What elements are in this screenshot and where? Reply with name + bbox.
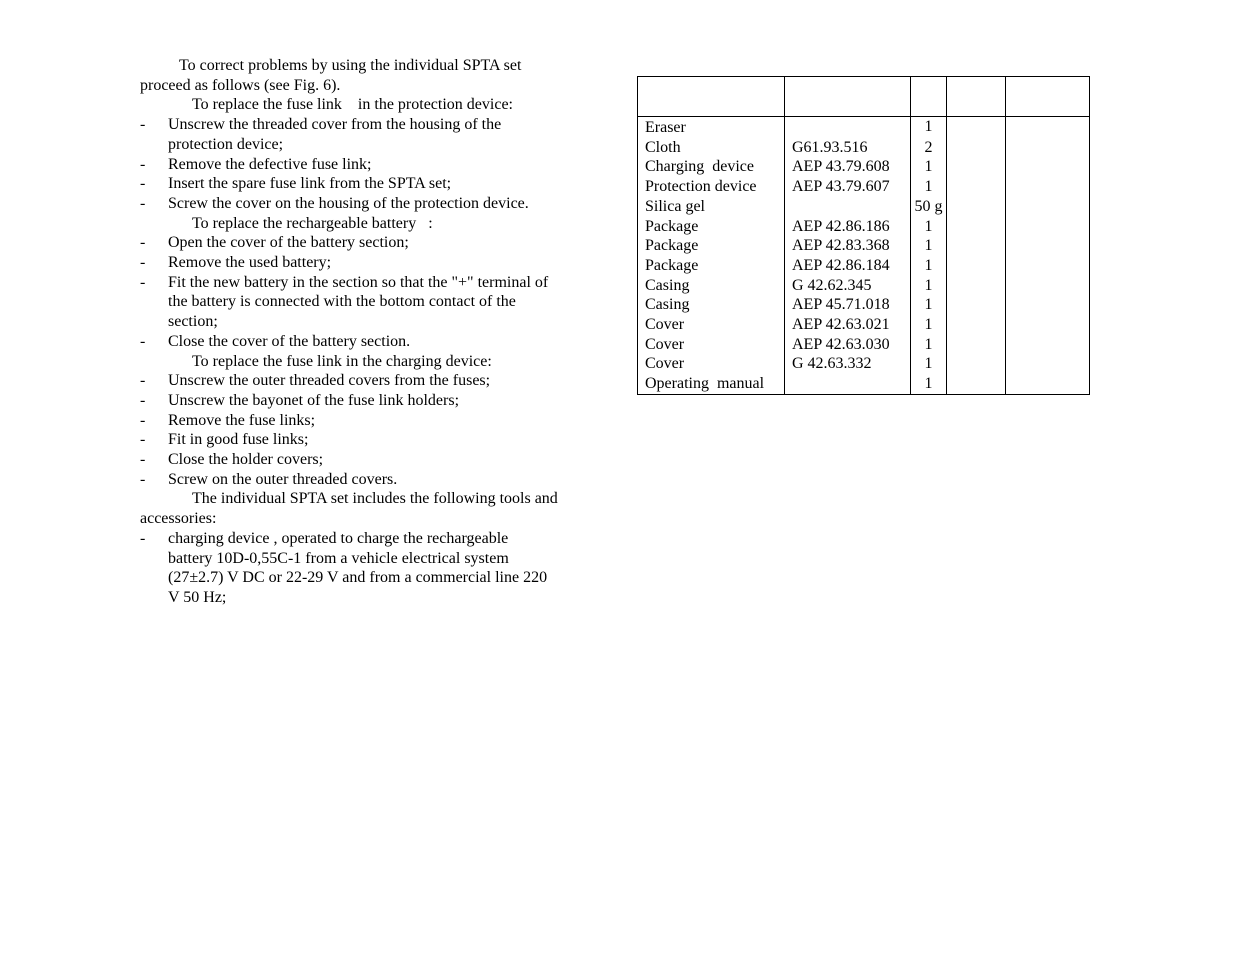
list-item xyxy=(140,273,595,293)
quantity-cell: 1 xyxy=(911,217,947,237)
part-code-cell: AEP 43.79.608 xyxy=(785,157,911,177)
set-items-list xyxy=(140,529,595,608)
quantity-cell: 50 g xyxy=(911,197,947,217)
list-item-text: Close the holder covers; xyxy=(168,451,324,469)
table-row xyxy=(638,335,1090,355)
quantity-cell: 1 xyxy=(911,295,947,315)
quantity-cell: 1 xyxy=(911,354,947,374)
empty-cell xyxy=(1006,117,1090,138)
part-name-cell: Package xyxy=(638,256,785,276)
part-name-cell: Casing xyxy=(638,276,785,296)
table-row xyxy=(638,315,1090,335)
bullet-dash: - xyxy=(140,194,146,212)
empty-cell xyxy=(947,177,1006,197)
bullet-dash: - xyxy=(140,391,146,409)
header-cell xyxy=(785,77,911,117)
list-item xyxy=(140,450,595,470)
part-code-cell: G61.93.516 xyxy=(785,138,911,158)
spta-parts-table xyxy=(637,76,1090,395)
quantity-cell: 1 xyxy=(911,236,947,256)
table-row xyxy=(638,177,1090,197)
list-item xyxy=(140,371,595,391)
list-item xyxy=(140,115,595,135)
part-name-cell: Package xyxy=(638,236,785,256)
list-item-text: Remove the fuse links; xyxy=(168,411,316,429)
empty-cell xyxy=(1006,256,1090,276)
empty-cell xyxy=(1006,315,1090,335)
empty-cell xyxy=(947,157,1006,177)
header-cell xyxy=(911,77,947,117)
list-item-continuation xyxy=(140,135,595,155)
part-code-cell xyxy=(785,117,911,138)
table-header-row xyxy=(638,77,1090,117)
empty-cell xyxy=(947,217,1006,237)
list-item-continuation xyxy=(140,549,595,569)
list-item xyxy=(140,430,595,450)
part-name-cell: Package xyxy=(638,217,785,237)
part-name-cell: Charging device xyxy=(638,157,785,177)
list-item xyxy=(140,155,595,175)
list-item-text: V 50 Hz; xyxy=(168,588,227,606)
empty-cell xyxy=(947,374,1006,394)
empty-cell xyxy=(1006,236,1090,256)
empty-cell xyxy=(947,295,1006,315)
part-code-cell: G 42.62.345 xyxy=(785,276,911,296)
empty-cell xyxy=(947,138,1006,158)
part-code-cell: AEP 45.71.018 xyxy=(785,295,911,315)
part-name-cell: Silica gel xyxy=(638,197,785,217)
table-row xyxy=(638,217,1090,237)
empty-cell xyxy=(1006,276,1090,296)
list-item-text: charging device , operated to charge the rechargeable xyxy=(168,529,509,547)
list-item-text: Open the cover of the battery section; xyxy=(168,234,409,252)
fuse-protection-list xyxy=(140,115,595,214)
list-item xyxy=(140,391,595,411)
empty-cell xyxy=(947,117,1006,138)
bullet-dash: - xyxy=(140,273,146,291)
quantity-cell: 1 xyxy=(911,157,947,177)
part-name-cell: Cover xyxy=(638,354,785,374)
empty-cell xyxy=(947,335,1006,355)
part-code-cell: AEP 42.83.368 xyxy=(785,236,911,256)
part-name-cell: Protection device xyxy=(638,177,785,197)
battery-heading: To replace the rechargeable battery : xyxy=(192,214,433,232)
list-item-text: Screw the cover on the housing of the protection device. xyxy=(168,194,529,212)
bullet-dash: - xyxy=(140,254,146,272)
part-name-cell: Cloth xyxy=(638,138,785,158)
quantity-cell: 1 xyxy=(911,315,947,335)
list-item-text: battery 10D-0,55C-1 from a vehicle electrical system xyxy=(168,549,509,567)
list-item-text: section; xyxy=(168,313,218,331)
empty-cell xyxy=(1006,197,1090,217)
list-item-text: Fit the new battery in the section so that the "+" terminal of xyxy=(168,273,549,291)
bullet-dash: - xyxy=(140,451,146,469)
table-row xyxy=(638,374,1090,394)
bullet-dash: - xyxy=(140,431,146,449)
list-item-continuation xyxy=(140,588,595,608)
bullet-dash: - xyxy=(140,234,146,252)
bullet-dash: - xyxy=(140,175,146,193)
part-code-cell: AEP 43.79.607 xyxy=(785,177,911,197)
part-code-cell: G 42.63.332 xyxy=(785,354,911,374)
empty-cell xyxy=(1006,138,1090,158)
fuse-charging-heading: To replace the fuse link in the charging device: xyxy=(192,352,492,370)
battery-list xyxy=(140,233,595,351)
bullet-dash: - xyxy=(140,372,146,390)
part-code-cell xyxy=(785,374,911,394)
empty-cell xyxy=(1006,217,1090,237)
empty-cell xyxy=(947,315,1006,335)
list-item xyxy=(140,332,595,352)
list-item-text: Fit in good fuse links; xyxy=(168,431,309,449)
table-row xyxy=(638,138,1090,158)
list-item xyxy=(140,194,595,214)
empty-cell xyxy=(1006,177,1090,197)
table-row xyxy=(638,276,1090,296)
bullet-dash: - xyxy=(140,155,146,173)
list-item-text: Screw on the outer threaded covers. xyxy=(168,470,398,488)
fuse-protection-heading: To replace the fuse link in the protection device: xyxy=(192,96,513,114)
list-item-text: the battery is connected with the bottom contact of the xyxy=(168,293,516,311)
part-code-cell xyxy=(785,197,911,217)
empty-cell xyxy=(1006,157,1090,177)
bullet-dash: - xyxy=(140,470,146,488)
intro-line-2: proceed as follows (see Fig. 6). xyxy=(140,76,341,94)
quantity-cell: 2 xyxy=(911,138,947,158)
header-cell xyxy=(638,77,785,117)
list-item-text: Unscrew the outer threaded covers from the fuses; xyxy=(168,372,491,390)
table-row xyxy=(638,295,1090,315)
part-name-cell: Operating manual xyxy=(638,374,785,394)
empty-cell xyxy=(947,276,1006,296)
bullet-dash: - xyxy=(140,116,146,134)
part-name-cell: Cover xyxy=(638,315,785,335)
quantity-cell: 1 xyxy=(911,117,947,138)
set-intro-line-2: accessories: xyxy=(140,510,217,528)
empty-cell xyxy=(1006,354,1090,374)
table-row xyxy=(638,354,1090,374)
empty-cell xyxy=(1006,335,1090,355)
list-item-text: Remove the used battery; xyxy=(168,254,332,272)
part-code-cell: AEP 42.63.030 xyxy=(785,335,911,355)
header-cell xyxy=(947,77,1006,117)
part-name-cell: Eraser xyxy=(638,117,785,138)
quantity-cell: 1 xyxy=(911,335,947,355)
list-item-text: (27±2.7) V DC or 22-29 V and from a commercial line 220 xyxy=(168,569,548,587)
set-intro-line-1: The individual SPTA set includes the following tools and xyxy=(192,490,558,508)
list-item xyxy=(140,253,595,273)
list-item xyxy=(140,470,595,490)
empty-cell xyxy=(947,197,1006,217)
bullet-dash: - xyxy=(140,332,146,350)
list-item-continuation xyxy=(140,292,595,312)
table-row xyxy=(638,157,1090,177)
list-item-continuation xyxy=(140,568,595,588)
empty-cell xyxy=(947,256,1006,276)
table-row xyxy=(638,117,1090,138)
list-item-text: Unscrew the bayonet of the fuse link holders; xyxy=(168,391,460,409)
fuse-charging-list xyxy=(140,371,595,489)
quantity-cell: 1 xyxy=(911,256,947,276)
part-name-cell: Cover xyxy=(638,335,785,355)
list-item xyxy=(140,411,595,431)
empty-cell xyxy=(947,354,1006,374)
list-item xyxy=(140,233,595,253)
list-item-text: Remove the defective fuse link; xyxy=(168,155,372,173)
quantity-cell: 1 xyxy=(911,177,947,197)
list-item-text: Insert the spare fuse link from the SPTA set; xyxy=(168,175,452,193)
part-code-cell: AEP 42.63.021 xyxy=(785,315,911,335)
empty-cell xyxy=(1006,295,1090,315)
empty-cell xyxy=(1006,374,1090,394)
part-name-cell: Casing xyxy=(638,295,785,315)
table-row xyxy=(638,256,1090,276)
table-row xyxy=(638,197,1090,217)
header-cell xyxy=(1006,77,1090,117)
quantity-cell: 1 xyxy=(911,276,947,296)
empty-cell xyxy=(947,236,1006,256)
list-item-text: Unscrew the threaded cover from the housing of the xyxy=(168,116,502,134)
list-item-continuation xyxy=(140,312,595,332)
list-item-text: Close the cover of the battery section. xyxy=(168,332,411,350)
list-item-text: protection device; xyxy=(168,135,284,153)
table-row xyxy=(638,236,1090,256)
quantity-cell: 1 xyxy=(911,374,947,394)
instructions-text xyxy=(140,56,595,608)
bullet-dash: - xyxy=(140,411,146,429)
list-item xyxy=(140,174,595,194)
list-item xyxy=(140,529,595,549)
bullet-dash: - xyxy=(140,529,146,547)
intro-line-1: To correct problems by using the individual SPTA set xyxy=(179,57,522,74)
part-code-cell: AEP 42.86.184 xyxy=(785,256,911,276)
part-code-cell: AEP 42.86.186 xyxy=(785,217,911,237)
